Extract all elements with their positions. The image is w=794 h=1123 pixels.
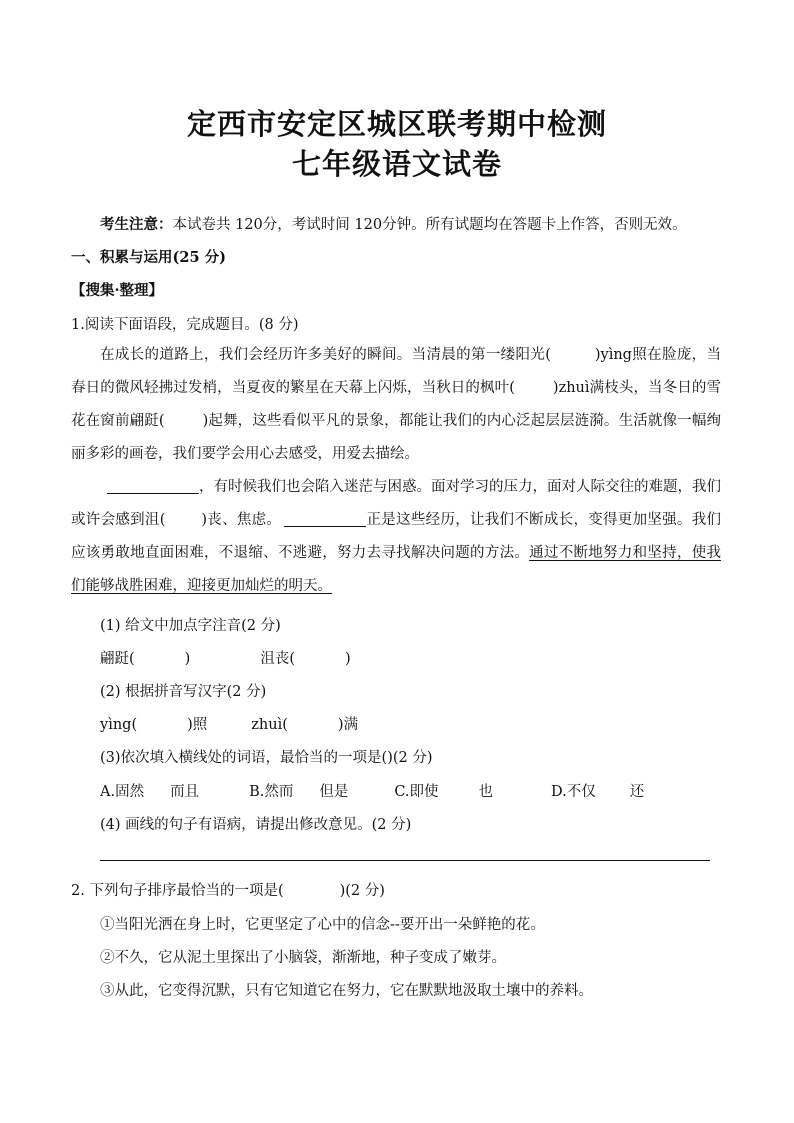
sentence-item-1: ①当阳光洒在身上时，它更坚定了心中的信念--要开出一朵鲜艳的花。 [100,917,545,933]
option-a[interactable]: A.固然 而且 [100,784,200,800]
question-2-stem: 2. 下列句子排序最恰当的一项是( )(2 分) [71,883,385,899]
sub-question-1: (1) 给文中加点字注音(2 分) [100,618,281,634]
exam-notice [100,213,687,234]
sentence-item-2: ②不久，它从泥土里探出了小脑袋，渐渐地，种子变成了嫩芽。 [100,950,506,966]
sub-question-3: (3)依次填入横线处的词语，最恰当的一项是()(2 分) [100,750,433,766]
passage-paragraph-2: ，有时候我们也会陷入迷茫与困惑。面对学习的压力，面对人际交往的难题，我们或许会感到沮( )丧、焦虑。 正是这些经历，让我们不断成长，变得更加坚强。我们应该勇敢地直面困难，不退缩、不逃避，努力去寻找解决问题的方法。通过不断地努力和坚持，使我们能够战胜困难，迎接更加灿烂的明天。 [71,479,722,594]
section-title: 一、积累与运用(25 分) [71,249,226,266]
sentence-item-3: ③从此，它变得沉默，只有它知道它在努力，它在默默地汲取土壤中的养料。 [100,983,593,999]
notice-text: 本试卷共 120分，考试时间 120分钟。所有试题均在答题卡上作答，否则无效。 [172,217,687,233]
fill-blank-1[interactable] [107,479,199,495]
exam-subtitle: 七年级语文试卷 [291,147,502,181]
underlined-sentence: 通过不断地努力和坚持，使我们能够战胜困难，迎接更加灿烂的明天。 [71,545,722,594]
fill-blank-2[interactable] [284,512,366,528]
sub-question-2-answers: yìng( )照 zhuì( )满 [100,717,359,733]
question-1-stem: 1.阅读下面语段，完成题目。(8 分) [71,317,299,333]
sub-question-4: (4) 画线的句子有语病，请提出修改意见。(2 分) [100,817,412,833]
passage-paragraph-1: 在成长的道路上，我们会经历许多美好的瞬间。当清晨的第一缕阳光( )yìng照在脸庞，当春日的微风轻拂过发梢，当夏夜的繁星在天幕上闪烁，当秋日的枫叶( )zhuì满枝头，当冬日的雪花在窗前翩跹( )起舞，这些看似平凡的景象，都能让我们的内心泛起层层涟漪。生活就像一幅绚丽多彩的画卷，我们要学会用心去感受，用爱去描绘。 [71,347,722,462]
notice-label: 考生注意： [100,216,173,233]
subsection-title: 【搜集·整理】 [71,282,164,299]
option-b[interactable]: B.然而 但是 [249,784,349,800]
question-1-passage [71,339,721,603]
exam-title: 定西市安定区城区联考期中检测 [186,107,607,141]
option-c[interactable]: C.即使 也 [394,784,494,800]
sub-question-3-options [100,780,644,801]
sub-question-1-answers: 翩跹( ) 沮丧( ) [100,651,351,667]
sub-question-2: (2) 根据拼音写汉字(2 分) [100,684,267,700]
option-d[interactable]: D.不仅 还 [551,784,645,800]
answer-line[interactable] [100,860,710,861]
